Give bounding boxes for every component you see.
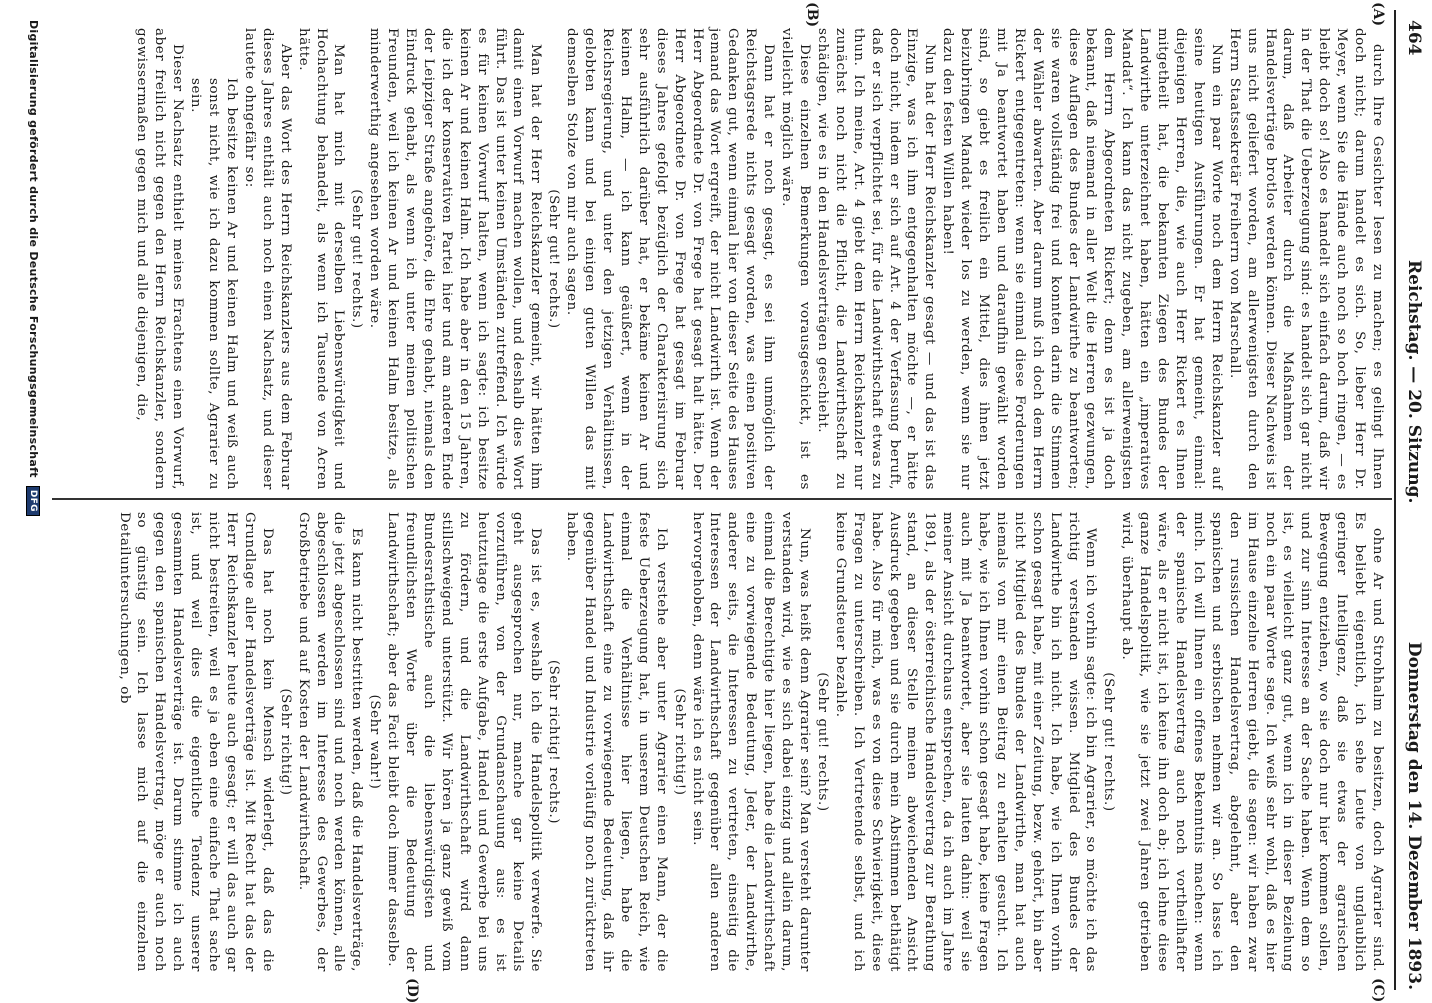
interjection: (Sehr richtig! rechts.) bbox=[546, 659, 562, 825]
paragraph: Ich verstehe aber unter Agrarier einen Mann, der die feste Ueberzeugung hat, in unserem Deutschen Reich, wie einmal die Verhältnisse hier liegen, habe die Landwirthschaft eine zu vorwiegende Bedeutung, daß ihr gegenüber Handel und Industrie vorläufig noch zurücktreten haben. bbox=[564, 512, 669, 972]
paragraph: durch Ihre Gesichter lesen zu machen; es gelingt Ihnen doch nicht; darum handelt es sich. So, lieber Herr Dr. Meyer, wenn Sie die Hände auch noch so hoch ringen, — es bleibt doch so! Also es handelt sich einfach darum, daß wir in der That die Ueberzeugung sind: es handelt sich gar nicht darum, daß Arbeiter durch die Maßnahmen der Handelsverträge brotlos werden können. Dieser Nachweis ist uns nicht geliefert worden, am allerwenigsten durch den Herrn Staatssekretär Freiherrn von Marschall. bbox=[1226, 28, 1385, 490]
margin-letter-d: (D) bbox=[404, 978, 420, 1003]
paragraph: Nun, was heißt denn Agrarier sein? Man versteht darunter verstanden wird, wie es sich dabei einzig und allein darum, einmal die Berechtigte hier liegen, habe die Landwirthschaft eine zu vorwiegende Bedeutung, Jeder, der Landwirthe, anderer seits, die Interessen zu vertreten, einseitig die Interessen der Landwirthschaft gegenüber allen anderen hervorgehoben, denn wäre ich es nicht sein. bbox=[689, 512, 812, 972]
paragraph: ohne Ar und Strohhalm zu besitzen, doch Agrarier sind. Es beliebt eigentlich, ich sehe Leute von unglaublich geringer Intelligenz, daß sie etwas der agrarischen Bewegung entziehen, wo sie doch nur hier kommen sollen, und zur sinn Interesse an der Sache haben. Wenn dem so ist, es vielleicht ganz gut, wenn ich in dieser Beziehung noch ein paar Worte sage. Ich weiß sehr wohl, daß es hier im Hause einzelne Herren giebt, die sagen: wir haben zwar den russischen Handelsvertrag, abgelehnt, aber den spanischen und serbischen nehmen wir an. So lasse ich mich. Ich will Ihnen ein offenes Bekenntnis machen: wenn der spanische Handelsvertrag auch noch vortheilhafter wäre, als er nicht ist, ich keine ihn doch ab; ich lehne diese ganze Handelspolitik, wie sie jetzt zwei Jahren getrieben wird, überhaupt ab. bbox=[1119, 512, 1385, 972]
paragraph: Dann hat er noch gesagt, es sei ihm unmöglich der Reichstagsrede nichts gesagt worden, was einen positiven Gedanken gut, wenn einmal hier von dieser Seite des Hauses jemand das Wort ergreift, der nicht Landwirth ist. Wenn der Herr Abgeordnete Dr. von Frege hat gesagt halt hätte. Der Herr Abgeordnete Dr. von Frege hat gesagt im Februar dieses Jahres gefolgt bezüglich der Charakterisirung sich sehr ausführlich darüber hat, er bekäme keinen Ar und keinen Halm, — ich kann geäußert, wenn in der Reichsregierung, und unter den jetzigen Verhältnissen, gelobten kann und bei einigen guten Willen das mit demselben Stolze von mir auch sagen. bbox=[564, 28, 777, 490]
paragraph: Diese einzelnen Bemerkungen vorausgeschickt, ist es vielleicht möglich wäre. bbox=[779, 28, 812, 490]
left-text-column bbox=[46, 28, 1386, 490]
page-number: 464 bbox=[1404, 20, 1424, 56]
digitization-credit bbox=[18, 20, 40, 980]
paragraph: Man hat der Herr Reichskanzler gemeint, wir hätten ihm damit einen Vorwurf machen wollen, und deshalb dies Wort führt. Das ist unter keinen Umständen zutreffend. Ich würde es für keinen Vorwurf halten, wenn ich sagte: ich besitze keinen Ar und keinen Halm. Ich habe aber in den 15 Jahren, die ich der konservativen Partei hier und am anderen Ende der Leipziger Straße angehöre, die Ehre gehabt, niemals den Eindruck gehabt, als wenn ich unter meinen politischen Freunden, weil ich keinen Ar und keinen Halm besitze, als minderwerthig angesehen worden wäre. bbox=[367, 28, 544, 490]
margin-letter-a: (A) bbox=[1370, 2, 1386, 27]
interjection: (Sehr gut! rechts.) bbox=[349, 189, 365, 329]
interjection: (Sehr wahr!) bbox=[367, 694, 383, 790]
margin-letter-b: (B) bbox=[804, 2, 820, 28]
paragraph: Ich besitze keinen Ar und keinen Halm und weiß auch sonst nicht, wie ich dazu kommen sollte, Agrarier zu sein. bbox=[188, 78, 239, 490]
credit-text: Digitalisierung gefördert durch die Deutsche Forschungsgemeinschaft bbox=[27, 20, 40, 478]
margin-letter-c: (C) bbox=[1370, 978, 1386, 1003]
interjection: (Sehr gut! rechts.) bbox=[814, 672, 830, 812]
interjection: (Sehr richtig!) bbox=[671, 688, 687, 796]
dfg-logo: DFG bbox=[26, 486, 40, 516]
header-date: Donnerstag den 14. Dezember 1893. bbox=[1404, 641, 1424, 990]
column-divider bbox=[52, 498, 1392, 500]
paragraph: Das hat noch kein Mensch widerlegt, daß das die Grundlage aller Handelsverträge ist. Mit Recht hat das der Herr Reichskanzler heute auch gesagt; er will das auch gar nicht bestreiten, weil es ja eben eine einfache That sache ist, und weil dies die eigentliche Tendenz unserer gesammten Handelsverträge ist. Darum stimme ich auch gegen den spanischen Handelsvertrag, möge er auch noch so günstig sein. Ich lasse mich auf die einzelnen Detailuntersuchungen, ob bbox=[116, 512, 275, 972]
interjection: (Sehr richtig!) bbox=[277, 688, 293, 796]
page-header bbox=[1398, 20, 1424, 990]
paragraph: Wenn ich vorhin sagte: ich bin Agrarier, so möchte ich das richtig verstanden wissen. Mitglied des Bundes der Landwirthe bin ich nicht. Ich habe, wie ich Ihnen vorhin schon gesagt habe, mit einer Zeitung, bezw. gehört, bin aber nicht Mitglied des Bundes der Landwirthe, man hat auch niemals von mir einen Beitrag zu erhalten gesucht. Ich habe, wie ich Ihnen vorhin schon gesagt habe, keine Fragen auch mit Ja beantwortet, aber sie lauten dahin: weil sie meiner Ansicht durchaus entsprechen, da ich auch im Jahre 1891, als der österreichische Handelsvertrag zur Berathung stand, an dieser Stelle meinen abweichenden Ansicht Ausdruck gegeben und sie durch mein Abstimmen bethätigt habe. Also für mich, was es von diese Schwierigkeit, diese Fragen zu unterschreiben. Ich Vertretende selbst, und ich keine Grundsteuer bezahle. bbox=[832, 512, 1099, 972]
paragraph: Nun ein paar Worte noch dem Herrn Reichskanzler auf seine heutigen Ausführungen. Er hat gemeint, einmal: diejenigen Herren, die, wie auch Herr Rickert es Ihnen mitgetheilt hat, die bekannten Ziegen des Bundes der Landwirthe unterzeichnet haben, hätten ein „imperatives Mandat“. Ich kann das nicht zugeben, am allerwenigsten dem Herrn Abgeordneten Rickert; denn es ist ja doch bekannt, daß niemand in aller Welt die Herren gezwungen, diese Auflagen des Bundes der Landwirthe zu beantworten; sie waren vollständig frei und konnten darin die Stimmen der Wähler abwarten. Aber darum muß ich doch dem Herrn Rickert entgegentreten: wenn sie einmal diese Forderungen mit Ja beantwortet haben und daraufhin gewählt worden sind, so giebt es freilich ein Mittel, dies ihnen jetzt beizubringen Mandat wieder los zu werden, wenn sie nur dazu den festen Willen haben! bbox=[940, 28, 1224, 490]
paragraph: Dieser Nachsatz enthielt meines Erachtens einen Vorwurf, aber freilich nicht gegen den Herrn Reichskanzler, sondern gewissermaßen gegen mich und alle diejenigen, die, bbox=[134, 28, 186, 490]
paragraph: Das ist es, weshalb ich die Handelspolitik verwerfe. Sie geht ausgesprochen nur, manche gar keine Details vorzuführen, von der Grundanschauung aus: es ist heutzutage die erste Aufgabe, Handel und Gewerbe bei uns zu fördern, und die Landwirthschaft wird dann stillschweigend unterstützt. Wir hören ja ganz gewiß vom Bundesrathstische auch die liebenswürdigsten und freundlichsten Worte über die Bedeutung der Landwirthschaft; aber das Facit bleibt doch immer dasselbe. bbox=[385, 512, 544, 972]
header-session: Reichstag. — 20. Sitzung. bbox=[1404, 260, 1424, 504]
header-rule bbox=[1394, 10, 1396, 990]
paragraph: Nun hat der Herr Reichskanzler gesagt — und das ist das Einzige, was ich ihm entgegenhalten möchte —, er hätte doch nicht, indem er sich auf Art. 4 der Verfassung beruft, daß er sich verpflichtet sei, für die Landwirthschaft etwas zu thun. Ich meine, Art. 4 giebt dem Herrn Reichskanzler nur zunächst noch nicht die Pflicht, die Landwirthschaft zu schädigen, wie es in den Handelsverträgen geschieht. bbox=[814, 28, 938, 490]
paragraph: Es kann nicht bestritten werden, daß die Handelsverträge, die jetzt abgeschlossen sind und noch werden können, alle abgeschlossen werden im Interesse des Gewerbes, der Großbetriebe und auf Kosten der Landwirthschaft. bbox=[295, 512, 365, 972]
paragraph: Man hat mich mit derselben Liebenswürdigkeit und Hochachtung behandelt, als wenn ich Tausende von Acren hätte. bbox=[295, 28, 347, 490]
interjection: (Sehr gut! rechts.) bbox=[546, 189, 562, 329]
interjection: (Sehr gut! rechts.) bbox=[1101, 672, 1117, 812]
right-text-column bbox=[46, 512, 1386, 972]
paragraph: Aber das Wort des Herrn Reichskanzlers aus dem Februar dieses Jahres enthält auch noch einen Nachsatz, und dieser lautete ohngefähr so: bbox=[241, 28, 293, 490]
